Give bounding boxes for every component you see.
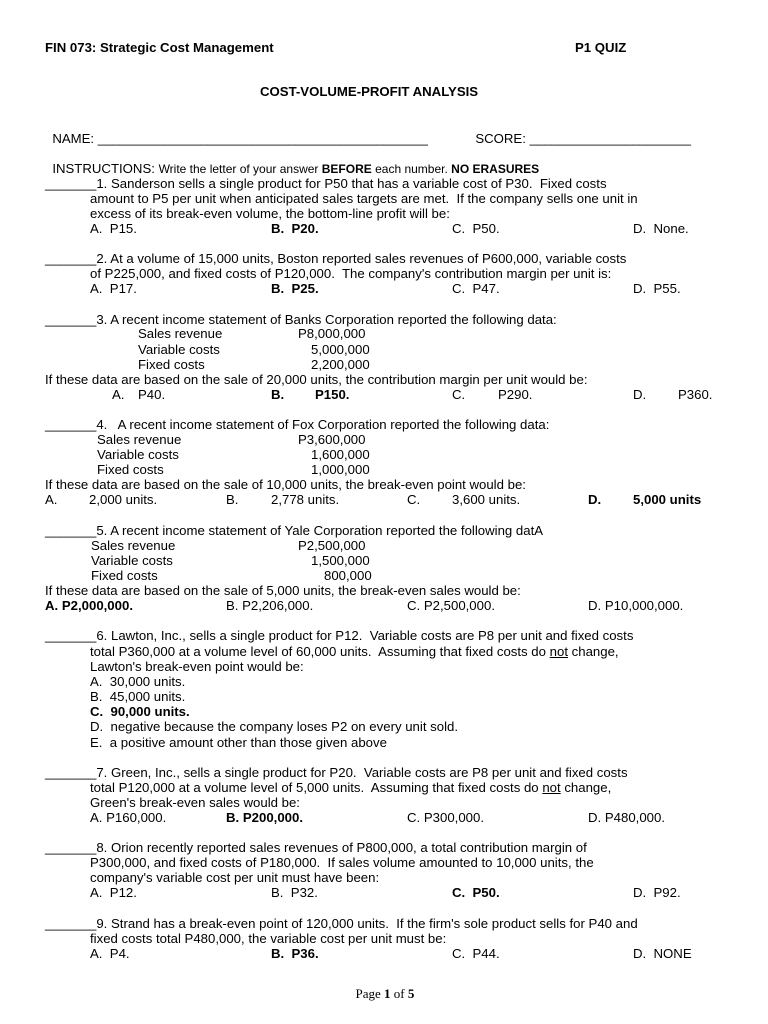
choice-a: A. P4. (90, 946, 130, 961)
choice-a: A. P12. (90, 885, 137, 900)
instructions: INSTRUCTIONS: Write the letter of your answer BEFORE each number. NO ERASURES (52, 161, 540, 176)
choice-d: D. P55. (633, 281, 681, 296)
quiz-label: P1 QUIZ (575, 40, 627, 55)
name-field[interactable]: _____________________________________________ (97, 131, 428, 146)
choice-a: 2,000 units. (89, 492, 158, 507)
choice-c: C. P50. (452, 885, 500, 900)
choice-b: B. P32. (271, 885, 318, 900)
question-text: _______7. Green, Inc., sells a single product for P20. Variable costs are P8 per unit and fixed costs (45, 765, 628, 780)
choice-b: B. P20. (271, 221, 319, 236)
choice-d: D. P92. (633, 885, 681, 900)
choice-b: B. P2,206,000. (226, 598, 314, 613)
choice-c: C. P300,000. (407, 810, 484, 825)
score-label: SCORE: (475, 131, 530, 146)
data-label: Variable costs (91, 553, 173, 568)
data-value: 800,000 (324, 568, 372, 583)
choice-a: A. P160,000. (90, 810, 167, 825)
question-text: _______2. At a volume of 15,000 units, Boston reported sales revenues of P600,000, variable costs (45, 251, 627, 266)
choice-d: D. P480,000. (588, 810, 665, 825)
data-label: Variable costs (138, 342, 220, 357)
choice-c-letter: C. (452, 387, 466, 402)
data-value: 1,600,000 (311, 447, 370, 462)
choice-b: B. P36. (271, 946, 319, 961)
choice-b-letter: B. (226, 492, 239, 507)
choice-c: C. 90,000 units. (90, 704, 190, 719)
choice-b: B. P200,000. (226, 810, 303, 825)
choice-a-letter: A. (112, 387, 125, 402)
choice-a: A. P17. (90, 281, 137, 296)
question-text: If these data are based on the sale of 20,000 units, the contribution margin per unit would be: (45, 372, 588, 387)
choice-c: P290. (498, 387, 533, 402)
question-text: excess of its break-even volume, the bottom-line profit will be: (90, 206, 450, 221)
data-label: Sales revenue (138, 326, 223, 341)
choice-a-letter: A. (45, 492, 58, 507)
question-text: P300,000, and fixed costs of P180,000. If sales volume amounted to 10,000 units, the (90, 855, 594, 870)
data-value: 1,500,000 (311, 553, 370, 568)
question-text: total P360,000 at a volume level of 60,000 units. Assuming that fixed costs do not change, (90, 644, 619, 659)
data-value: 1,000,000 (311, 462, 370, 477)
data-label: Fixed costs (138, 357, 205, 372)
choice-d: D. None. (633, 221, 689, 236)
choice-c: C. P50. (452, 221, 500, 236)
question-text: If these data are based on the sale of 5,000 units, the break-even sales would be: (45, 583, 521, 598)
choice-a: A. 30,000 units. (90, 674, 186, 689)
page-title: COST-VOLUME-PROFIT ANALYSIS (260, 84, 479, 99)
choice-b: B. 45,000 units. (90, 689, 186, 704)
choice-d: D. P10,000,000. (588, 598, 684, 613)
score-field[interactable]: ______________________ (529, 131, 691, 146)
choice-c-letter: C. (407, 492, 421, 507)
question-text: _______5. A recent income statement of Yale Corporation reported the following datA (45, 523, 544, 538)
question-text: _______4. A recent income statement of Fox Corporation reported the following data: (45, 417, 550, 432)
question-text: _______1. Sanderson sells a single product for P50 that has a variable cost of P30. Fixed costs (45, 176, 607, 191)
page-number: Page 1 of 5 (355, 986, 415, 1001)
name-label: NAME: (52, 131, 98, 146)
question-text: _______6. Lawton, Inc., sells a single product for P12. Variable costs are P8 per unit and fixed costs (45, 628, 634, 643)
question-text: _______3. A recent income statement of Banks Corporation reported the following data: (45, 312, 557, 327)
choice-c: C. P47. (452, 281, 500, 296)
question-text: If these data are based on the sale of 10,000 units, the break-even point would be: (45, 477, 526, 492)
question-text: fixed costs total P480,000, the variable cost per unit must be: (90, 931, 447, 946)
course-title: FIN 073: Strategic Cost Management (45, 40, 274, 55)
data-value: P3,600,000 (298, 432, 366, 447)
choice-d: P360. (678, 387, 713, 402)
choice-a: P40. (138, 387, 166, 402)
choice-a: A. P15. (90, 221, 137, 236)
choice-d-letter: D. (588, 492, 602, 507)
choice-d-letter: D. (633, 387, 647, 402)
choice-c: C. P2,500,000. (407, 598, 495, 613)
data-label: Fixed costs (91, 568, 158, 583)
name-row (45, 116, 428, 146)
question-text: amount to P5 per unit when anticipated sales targets are met. If the company sells one unit in (90, 191, 638, 206)
question-text: _______8. Orion recently reported sales revenues of P800,000, a total contribution margin of (45, 840, 587, 855)
choice-b-letter: B. (271, 387, 285, 402)
choice-c: 3,600 units. (452, 492, 521, 507)
question-text: total P120,000 at a volume level of 5,000 units. Assuming that fixed costs do not change, (90, 780, 612, 795)
choice-c: C. P44. (452, 946, 500, 961)
score-row (468, 116, 691, 146)
data-value: P8,000,000 (298, 326, 366, 341)
data-label: Variable costs (97, 447, 179, 462)
choice-e: E. a positive amount other than those given above (90, 735, 387, 750)
data-value: 5,000,000 (311, 342, 370, 357)
choice-b: B. P25. (271, 281, 319, 296)
question-text: Green's break-even sales would be: (90, 795, 300, 810)
data-value: 2,200,000 (311, 357, 370, 372)
question-text: Lawton's break-even point would be: (90, 659, 304, 674)
choice-d: D. NONE (633, 946, 692, 961)
question-text: company's variable cost per unit must have been: (90, 870, 380, 885)
question-text: _______9. Strand has a break-even point of 120,000 units. If the firm's sole product sells for P40 and (45, 916, 638, 931)
choice-d: D. negative because the company loses P2 on every unit sold. (90, 719, 459, 734)
choice-b: 2,778 units. (271, 492, 340, 507)
question-text: of P225,000, and fixed costs of P120,000. The company's contribution margin per unit is: (90, 266, 612, 281)
instructions-label: INSTRUCTIONS: (52, 161, 159, 176)
data-value: P2,500,000 (298, 538, 366, 553)
data-label: Sales revenue (97, 432, 182, 447)
choice-d: 5,000 units (633, 492, 702, 507)
data-label: Fixed costs (97, 462, 164, 477)
choice-b: P150. (315, 387, 350, 402)
data-label: Sales revenue (91, 538, 176, 553)
choice-a: A. P2,000,000. (45, 598, 133, 613)
